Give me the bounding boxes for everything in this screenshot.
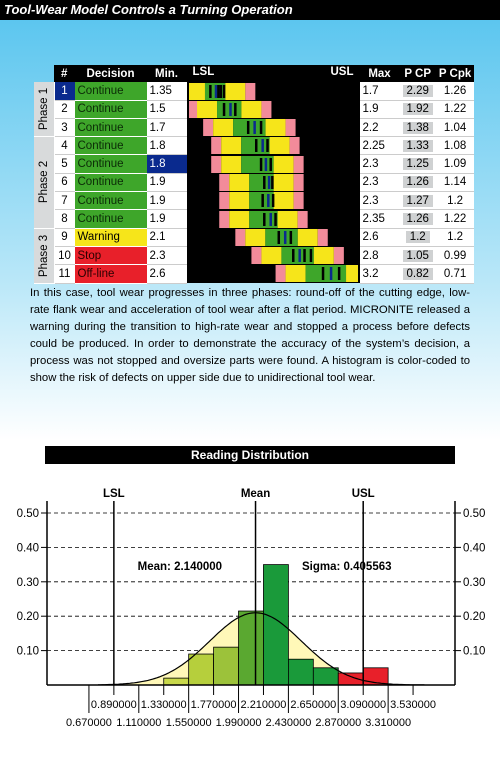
low-yellow-zone <box>221 137 241 154</box>
x-tick-label-bottom: 2.430000 <box>265 717 312 729</box>
reading-tick <box>261 139 264 152</box>
table-row <box>34 265 474 283</box>
reading-tick <box>309 249 312 262</box>
range-bar-cell <box>189 228 358 246</box>
pcp-value: 0.82 <box>403 268 433 280</box>
pcp-value: 1.26 <box>403 213 433 225</box>
decision-cell: Continue <box>75 100 147 118</box>
x-tick-label-bottom: 0.670000 <box>65 717 112 729</box>
reading-tick <box>267 194 270 207</box>
phase-label <box>34 228 54 283</box>
decision-header: Decision <box>75 65 147 82</box>
range-bar <box>189 229 358 246</box>
low-yellow-zone <box>197 101 217 118</box>
x-tick-label: 0.890000 <box>90 699 137 711</box>
green-zone <box>241 156 273 173</box>
row-number: 3 <box>54 118 75 136</box>
high-yellow-zone <box>273 174 293 191</box>
row-number: 6 <box>54 173 75 191</box>
reading-tick <box>283 231 286 244</box>
histogram-bar <box>263 565 288 685</box>
row-number: 9 <box>54 228 75 246</box>
low-pink-zone <box>275 265 285 282</box>
row-number: 10 <box>54 246 75 264</box>
reading-tick <box>222 85 225 98</box>
reading-tick <box>261 194 264 207</box>
table-row <box>34 155 474 173</box>
green-zone <box>281 247 313 264</box>
reading-tick <box>234 103 237 116</box>
min-cell: 1.8 <box>147 137 187 155</box>
histogram-chart <box>0 465 500 758</box>
reading-tick <box>267 176 270 189</box>
y-tick-label-right: 0.20 <box>463 611 486 624</box>
max-cell: 3.2 <box>360 265 400 283</box>
table-row <box>34 137 474 155</box>
pcp-cell <box>400 173 436 191</box>
reading-tick <box>222 103 225 116</box>
high-pink-zone <box>245 83 255 100</box>
pcp-cell <box>400 137 436 155</box>
high-yellow-zone <box>265 119 285 136</box>
high-yellow-zone <box>346 265 358 282</box>
min-cell: 2.1 <box>147 228 187 246</box>
y-tick-label-right: 0.10 <box>463 645 486 658</box>
x-tick-label-bottom: 1.550000 <box>165 717 212 729</box>
low-yellow-zone <box>245 229 265 246</box>
page-title: Tool-Wear Model Controls a Turning Operation <box>0 0 500 20</box>
x-tick-label: 1.770000 <box>190 699 237 711</box>
x-tick-label: 1.330000 <box>140 699 187 711</box>
phase-label-text: Phase 3 <box>37 234 50 277</box>
decision-cell: Continue <box>75 173 147 191</box>
phase-label-text: Phase 1 <box>37 88 50 131</box>
high-yellow-zone <box>277 211 297 228</box>
range-bar-cell <box>189 100 358 118</box>
high-pink-zone <box>289 137 299 154</box>
max-cell: 1.7 <box>360 82 400 100</box>
pcpk-cell: 1.08 <box>436 137 474 155</box>
pcp-value: 1.92 <box>403 103 433 115</box>
row-number: 8 <box>54 210 75 228</box>
x-tick-label-bottom: 3.310000 <box>365 717 412 729</box>
pcpk-cell: 0.99 <box>436 246 474 264</box>
y-tick-label-right: 0.30 <box>463 576 486 589</box>
low-pink-zone <box>251 247 261 264</box>
decision-cell: Off-line <box>75 265 147 283</box>
range-bar <box>189 265 358 282</box>
low-pink-zone <box>203 119 213 136</box>
mean-annotation: Mean: 2.140000 <box>137 561 223 573</box>
decision-cell: Continue <box>75 82 147 100</box>
min-cell: 1.9 <box>147 192 187 210</box>
pcp-value: 1.2 <box>406 231 430 243</box>
table-row <box>34 173 474 191</box>
reading-tick <box>263 213 266 226</box>
high-yellow-zone <box>225 83 245 100</box>
pcp-cell <box>400 192 436 210</box>
histogram-bar <box>189 654 214 685</box>
range-bar-cell <box>189 265 358 283</box>
y-tick-label-right: 0.50 <box>463 508 486 520</box>
low-yellow-zone <box>229 174 249 191</box>
reading-tick <box>214 85 217 98</box>
max-cell: 2.8 <box>360 246 400 264</box>
table-header-row <box>34 65 474 82</box>
max-cell: 2.35 <box>360 210 400 228</box>
pcpk-cell: 1.22 <box>436 100 474 118</box>
range-bar-cell <box>189 192 358 210</box>
low-yellow-zone <box>189 83 205 100</box>
pcp-value: 1.38 <box>403 122 433 134</box>
histogram-bar <box>288 659 313 685</box>
row-number: 11 <box>54 265 75 283</box>
decision-cell: Stop <box>75 246 147 264</box>
decision-cell: Continue <box>75 210 147 228</box>
reading-tick <box>303 249 306 262</box>
histogram-bar <box>214 647 239 685</box>
high-yellow-zone <box>273 156 293 173</box>
low-pink-zone <box>235 229 245 246</box>
range-bar-cell <box>189 155 358 173</box>
high-pink-zone <box>293 156 303 173</box>
range-bar <box>189 211 358 228</box>
max-cell: 2.6 <box>360 228 400 246</box>
min-cell: 1.9 <box>147 210 187 228</box>
min-cell: 1.9 <box>147 173 187 191</box>
y-tick-label: 0.30 <box>16 576 39 589</box>
phase-label <box>34 137 54 228</box>
green-zone <box>265 229 297 246</box>
pcp-value: 1.25 <box>403 158 433 170</box>
pcpk-cell: 0.71 <box>436 265 474 283</box>
low-yellow-zone <box>261 247 281 264</box>
control-table <box>34 65 474 284</box>
table-row <box>34 246 474 264</box>
decision-cell: Warning <box>75 228 147 246</box>
min-cell: 1.35 <box>147 82 187 100</box>
high-pink-zone <box>293 174 303 191</box>
pcpk-cell: 1.26 <box>436 82 474 100</box>
low-pink-zone <box>211 137 221 154</box>
reading-tick <box>298 249 301 262</box>
usl-label: USL <box>351 488 375 500</box>
high-yellow-zone <box>313 247 333 264</box>
lsl-header: LSL <box>192 66 215 78</box>
min-header: Min. <box>147 65 187 82</box>
reading-tick <box>321 267 324 280</box>
pcp-cell <box>400 265 436 283</box>
lsl-label: LSL <box>102 488 125 500</box>
pcp-cell <box>400 246 436 264</box>
x-tick-label-bottom: 1.110000 <box>116 717 162 729</box>
pcpk-cell: 1.2 <box>436 192 474 210</box>
chart-title: Reading Distribution <box>45 446 455 464</box>
range-bar <box>189 83 358 100</box>
reading-tick <box>253 121 256 134</box>
row-number: 5 <box>54 155 75 173</box>
reading-tick <box>259 158 262 171</box>
mean-label: Mean <box>240 488 271 500</box>
reading-tick <box>329 267 332 280</box>
table-row <box>34 228 474 246</box>
histogram-bar <box>164 678 189 685</box>
range-bar <box>189 101 358 118</box>
max-header: Max <box>360 65 400 82</box>
range-bar-cell <box>189 173 358 191</box>
x-tick-label: 2.650000 <box>290 699 337 711</box>
range-bar <box>189 247 358 264</box>
reading-tick <box>274 213 277 226</box>
x-tick-label-bottom: 2.870000 <box>315 717 362 729</box>
description-paragraph: In this case, tool wear progresses in three phases: round-off of the cutting edge, low-rate flank wear and acceleration of tool wear after a flat period. MICRONITE released a warning during the transition to high-rate wear and stopped a process before defects could be produced. In order to demonstrate the accuracy of the system’s decision, a process was not stopped and oversize parts were found. A histogram is color-coded to show the risk of defects on upper side due to unidirectional tool wear. <box>30 287 470 384</box>
table-row <box>34 118 474 136</box>
table-row <box>34 82 474 100</box>
reading-tick <box>254 139 257 152</box>
limits-header <box>189 65 358 82</box>
control-table-wrap <box>34 65 474 284</box>
high-pink-zone <box>333 247 343 264</box>
low-yellow-zone <box>285 265 305 282</box>
range-bar <box>189 119 358 136</box>
decision-cell: Continue <box>75 118 147 136</box>
x-tick-label: 2.210000 <box>240 699 287 711</box>
high-pink-zone <box>297 211 307 228</box>
pcp-value: 1.05 <box>403 250 433 262</box>
reading-tick <box>271 194 274 207</box>
row-number: 1 <box>54 82 75 100</box>
reading-tick <box>277 231 280 244</box>
pcpk-cell: 1.04 <box>436 118 474 136</box>
row-number: 7 <box>54 192 75 210</box>
min-cell: 1.5 <box>147 100 187 118</box>
row-number: 2 <box>54 100 75 118</box>
reading-tick <box>292 249 295 262</box>
max-cell: 2.3 <box>360 192 400 210</box>
histogram-bar <box>239 611 264 685</box>
x-tick-label: 3.090000 <box>340 699 387 711</box>
range-bar-cell <box>189 82 358 100</box>
low-pink-zone <box>219 211 229 228</box>
y-tick-label: 0.40 <box>16 542 39 555</box>
reading-tick <box>259 121 262 134</box>
y-tick-label: 0.50 <box>16 508 39 520</box>
reading-tick <box>266 139 269 152</box>
high-yellow-zone <box>273 192 293 209</box>
reading-tick <box>271 176 274 189</box>
usl-header: USL <box>330 66 354 78</box>
high-pink-zone <box>285 119 295 136</box>
max-cell: 2.3 <box>360 155 400 173</box>
phase-label-text: Phase 2 <box>37 161 50 204</box>
pcpk-cell: 1.2 <box>436 228 474 246</box>
low-pink-zone <box>219 192 229 209</box>
min-cell: 2.3 <box>147 246 187 264</box>
reading-tick <box>337 267 340 280</box>
y-tick-label: 0.10 <box>16 645 39 658</box>
range-bar-cell <box>189 210 358 228</box>
pcpk-cell: 1.22 <box>436 210 474 228</box>
reading-tick <box>209 85 212 98</box>
max-cell: 2.2 <box>360 118 400 136</box>
reading-tick <box>264 158 267 171</box>
max-cell: 2.25 <box>360 137 400 155</box>
pcp-value: 2.29 <box>403 85 433 97</box>
pcpk-cell: 1.09 <box>436 155 474 173</box>
row-number: 4 <box>54 137 75 155</box>
reading-tick <box>246 121 249 134</box>
reading-tick <box>217 85 220 98</box>
low-yellow-zone <box>213 119 233 136</box>
histogram-bar <box>313 668 338 685</box>
x-tick-label-bottom: 1.990000 <box>215 717 262 729</box>
sigma-annotation: Sigma: 0.405563 <box>302 561 392 573</box>
table-row <box>34 192 474 210</box>
pcp-value: 1.33 <box>403 140 433 152</box>
low-pink-zone <box>211 156 221 173</box>
pcp-cell <box>400 155 436 173</box>
pcpk-cell: 1.14 <box>436 173 474 191</box>
pcp-cell <box>400 82 436 100</box>
high-pink-zone <box>261 101 271 118</box>
high-pink-zone <box>293 192 303 209</box>
reading-tick <box>219 85 222 98</box>
content-panel <box>0 20 500 758</box>
max-cell: 2.3 <box>360 173 400 191</box>
range-bar <box>189 174 358 191</box>
reading-tick <box>289 231 292 244</box>
pcp-value: 1.27 <box>403 195 433 207</box>
range-bar-cell <box>189 118 358 136</box>
num-header: # <box>54 65 75 82</box>
high-yellow-zone <box>297 229 317 246</box>
max-cell: 1.9 <box>360 100 400 118</box>
low-yellow-zone <box>229 192 249 209</box>
min-cell: 1.8 <box>147 155 187 173</box>
pcp-cell <box>400 118 436 136</box>
min-cell: 2.6 <box>147 265 187 283</box>
range-bar <box>189 192 358 209</box>
y-tick-label-right: 0.40 <box>463 542 486 555</box>
table-body <box>34 82 474 283</box>
range-bar <box>189 156 358 173</box>
low-pink-zone <box>219 174 229 191</box>
reading-tick <box>269 158 272 171</box>
table-row <box>34 100 474 118</box>
range-bar-cell <box>189 246 358 264</box>
decision-cell: Continue <box>75 137 147 155</box>
high-pink-zone <box>317 229 327 246</box>
pcpk-header: P Cpk <box>436 65 474 82</box>
decision-cell: Continue <box>75 155 147 173</box>
pcp-header: P CP <box>400 65 436 82</box>
low-yellow-zone <box>221 156 241 173</box>
x-tick-label: 3.530000 <box>390 699 437 711</box>
y-tick-label: 0.20 <box>16 611 39 624</box>
pcp-cell <box>400 100 436 118</box>
phase-header <box>34 65 54 82</box>
reading-tick <box>269 213 272 226</box>
table-row <box>34 210 474 228</box>
reading-tick <box>263 176 266 189</box>
decision-cell: Continue <box>75 192 147 210</box>
phase-label <box>34 82 54 136</box>
range-bar-cell <box>189 137 358 155</box>
min-cell: 1.7 <box>147 118 187 136</box>
high-yellow-zone <box>269 137 289 154</box>
high-yellow-zone <box>241 101 261 118</box>
reading-tick <box>229 103 232 116</box>
pcp-value: 1.26 <box>403 176 433 188</box>
range-bar <box>189 137 358 154</box>
pcp-cell <box>400 228 436 246</box>
pcp-cell <box>400 210 436 228</box>
low-yellow-zone <box>229 211 249 228</box>
